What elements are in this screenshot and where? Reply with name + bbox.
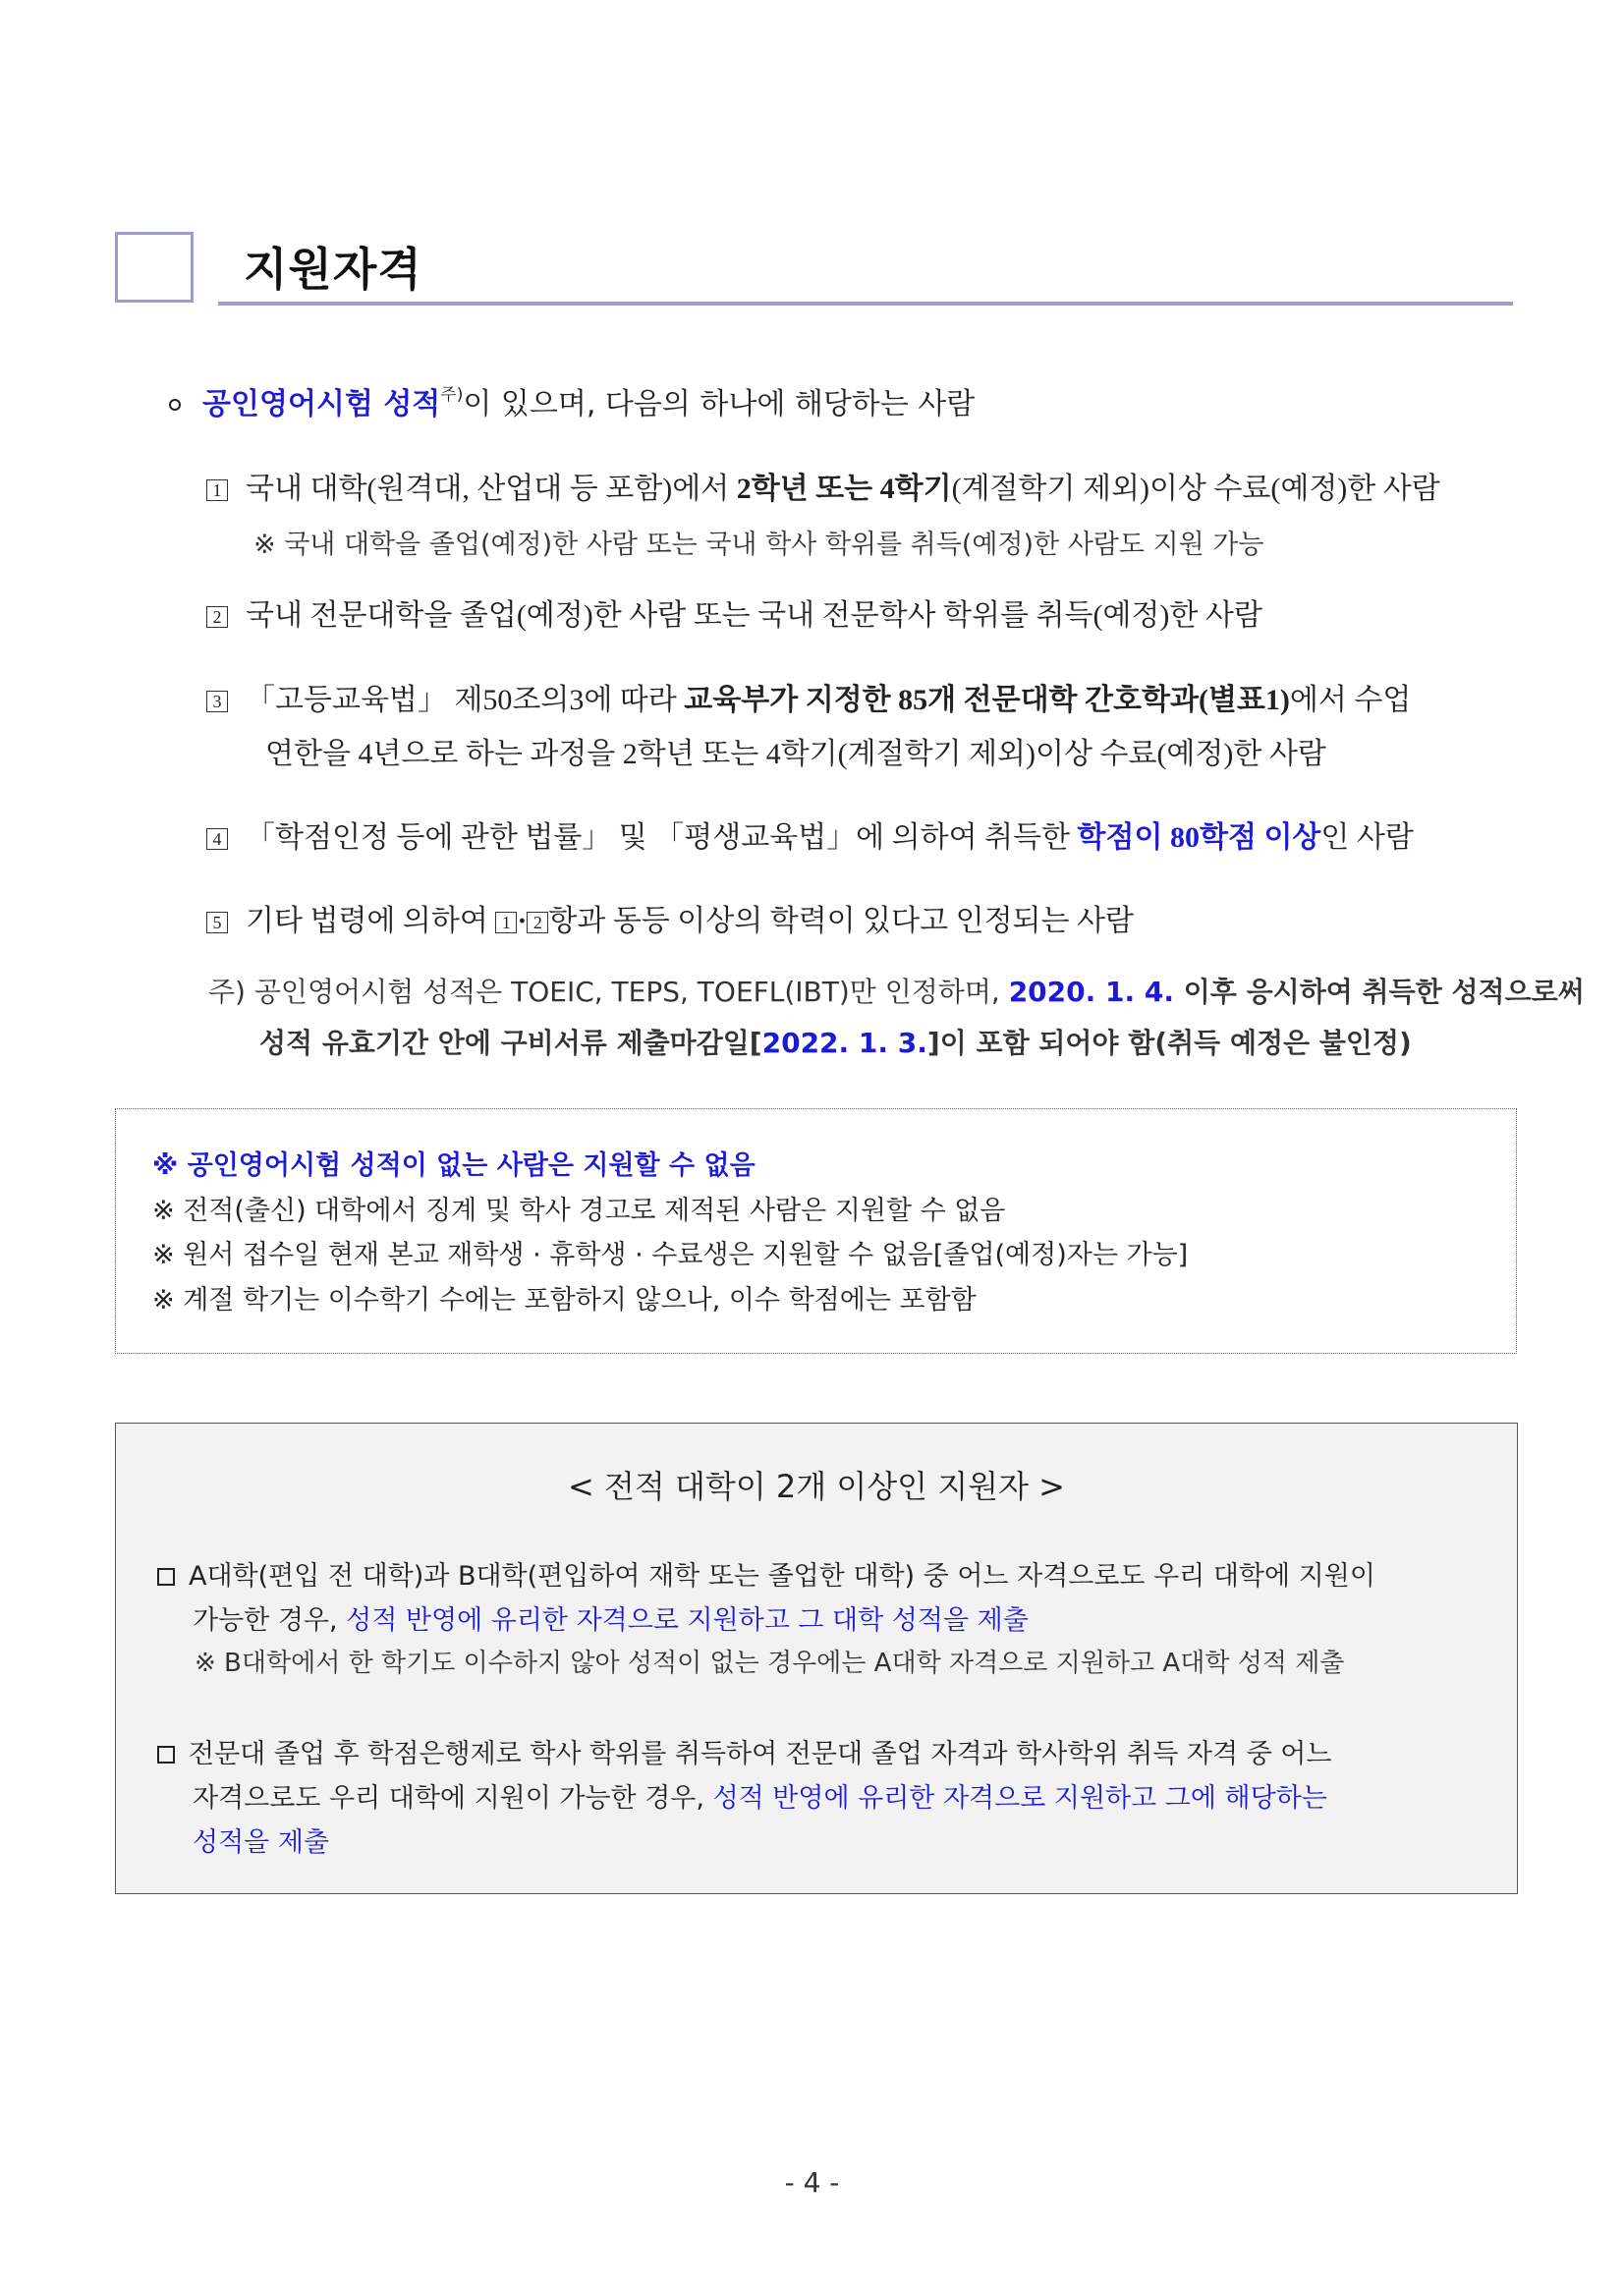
footnote-deadline: 2022. 1. 3. xyxy=(761,1027,927,1059)
section-title: 지원자격 xyxy=(244,243,422,296)
notice-line-3: ※ 원서 접수일 현재 본교 재학생 · 휴학생 · 수료생은 지원할 수 없음[졸업(예정)자는 가능] xyxy=(152,1240,1189,1270)
item-number-box: 3 xyxy=(206,691,228,712)
item-2: 2 국내 전문대학을 졸업(예정)한 사람 또는 국내 전문학사 학위를 취득(예정)한 사람 xyxy=(206,590,1262,634)
intro-footnote-mark: 주) xyxy=(440,385,464,405)
intro-line xyxy=(169,379,975,422)
multi-p2-line-3: 성적을 제출 xyxy=(193,1827,329,1858)
multi-p1-line-1: A대학(편입 전 대학)과 B대학(편입하여 재학 또는 졸업한 대학) 중 어느 자격으로도 우리 대학에 지원이 xyxy=(157,1554,1375,1593)
item-3-continuation: 연한을 4년으로 하는 과정을 2학년 또는 4학기(계절학기 제외)이상 수료(예정)한 사람 xyxy=(265,738,1326,770)
item-number-box: 1 xyxy=(206,479,228,501)
intro-highlight: 공인영어시험 성적 xyxy=(202,387,441,421)
circle-bullet-icon xyxy=(169,399,181,411)
item-number-box: 2 xyxy=(206,606,228,628)
footnote-date: 2020. 1. 4. xyxy=(1008,976,1175,1008)
item-1-highlight: 2학년 또는 4학기 xyxy=(736,473,952,505)
item-ref-box: 1 xyxy=(495,912,517,933)
footnote-line-1: 주) 공인영어시험 성적은 TOEIC, TEPS, TOEFL(IBT)만 인정하며, 2020. 1. 4. 이후 응시하여 취득한 성적으로써 xyxy=(208,976,1585,1008)
item-1: 1 국내 대학(원격대, 산업대 등 포함)에서 2학년 또는 4학기(계절학기 제외)이상 수료(예정)한 사람 xyxy=(206,464,1440,507)
notice-line-4: ※ 계절 학기는 이수학기 수에는 포함하지 않으나, 이수 학점에는 포함함 xyxy=(152,1285,977,1316)
item-number-box: 5 xyxy=(206,912,228,933)
item-ref-box: 2 xyxy=(527,912,548,933)
multi-p2-line-1: 전문대 졸업 후 학점은행제로 학사 학위를 취득하여 전문대 졸업 자격과 학사학위 취득 자격 중 어느 xyxy=(157,1732,1331,1770)
item-3-highlight: 교육부가 지정한 85개 전문대학 간호학과(별표1) xyxy=(684,684,1290,716)
section-marker-box xyxy=(115,232,194,303)
multi-p1-line-2: 가능한 경우, 성적 반영에 유리한 자격으로 지원하고 그 대학 성적을 제출 xyxy=(193,1605,1029,1636)
item-4-highlight: 학점이 80학점 이상 xyxy=(1077,821,1321,854)
page-number: - 4 - xyxy=(784,2166,840,2199)
multi-p2-highlight: 성적 반영에 유리한 자격으로 지원하고 그에 해당하는 xyxy=(712,1783,1327,1814)
item-5: 5 기타 법령에 의하여 1 · 2 항과 동등 이상의 학력이 있다고 인정되는 사람 xyxy=(206,896,1134,939)
item-number-box: 4 xyxy=(206,828,228,850)
footnote-line-2: 성적 유효기간 안에 구비서류 제출마감일[2022. 1. 3.]이 포함 되어야 함(취득 예정은 불인정) xyxy=(259,1027,1412,1059)
item-1-note: ※ 국내 대학을 졸업(예정)한 사람 또는 국내 학사 학위를 취득(예정)한 사람도 지원 가능 xyxy=(253,530,1264,560)
multi-p1-note: ※ B대학에서 한 학기도 이수하지 않아 성적이 없는 경우에는 A대학 자격으로 지원하고 A대학 성적 제출 xyxy=(195,1649,1345,1678)
intro-text: 이 있으며, 다음의 하나에 해당하는 사람 xyxy=(463,387,976,421)
multi-college-title: < 전적 대학이 2개 이상인 지원자 > xyxy=(568,1468,1065,1505)
notice-line-2: ※ 전적(출신) 대학에서 징계 및 학사 경고로 제적된 사람은 지원할 수 없음 xyxy=(152,1196,1006,1226)
checkbox-icon xyxy=(157,1746,175,1764)
notice-line-1: ※ 공인영어시험 성적이 없는 사람은 지원할 수 없음 xyxy=(152,1150,756,1181)
item-3: 3 「고등교육법」 제50조의3에 따라 교육부가 지정한 85개 전문대학 간호학과(별표1)에서 수업 xyxy=(206,675,1411,718)
item-4: 4 「학점인정 등에 관한 법률」 및 「평생교육법」에 의하여 취득한 학점이 80학점 이상인 사람 xyxy=(206,812,1414,856)
section-title-underline xyxy=(218,302,1513,306)
checkbox-icon xyxy=(157,1568,175,1586)
multi-p2-line-2: 자격으로도 우리 대학에 지원이 가능한 경우, 성적 반영에 유리한 자격으로 지원하고 그에 해당하는 xyxy=(193,1783,1327,1814)
multi-p1-highlight: 성적 반영에 유리한 자격으로 지원하고 그 대학 성적을 제출 xyxy=(346,1605,1029,1636)
